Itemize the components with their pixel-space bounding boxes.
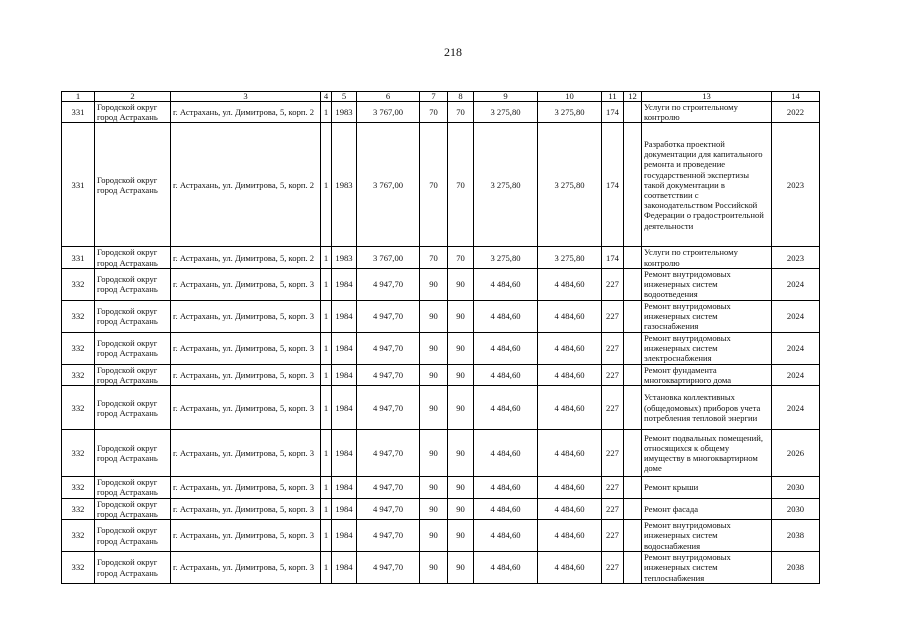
cell-area-residential: 4 484,60 [538, 520, 602, 552]
cell-num: 332 [62, 300, 95, 332]
cell-work-type: Ремонт крыши [642, 477, 772, 498]
cell-residents: 227 [602, 386, 624, 430]
cell-num: 332 [62, 498, 95, 519]
cell-planned-year: 2024 [772, 300, 820, 332]
cell-col7: 90 [420, 268, 448, 300]
cell-col8: 90 [448, 386, 474, 430]
table-row [62, 430, 820, 477]
header-cell: 8 [448, 92, 474, 102]
cell-municipality: Городской округ город Астрахань [95, 498, 171, 519]
cell-residents: 227 [602, 498, 624, 519]
cell-municipality: Городской округ город Астрахань [95, 102, 171, 123]
cell-num: 332 [62, 552, 95, 584]
cell-col8: 70 [448, 123, 474, 247]
cell-col12 [624, 123, 642, 247]
cell-year: 1984 [332, 364, 357, 385]
cell-area-total: 4 947,70 [357, 386, 420, 430]
cell-planned-year: 2038 [772, 552, 820, 584]
cell-address: г. Астрахань, ул. Димитрова, 5, корп. 3 [171, 332, 321, 364]
cell-col8: 90 [448, 552, 474, 584]
capital-repair-table [61, 91, 820, 584]
cell-year: 1984 [332, 430, 357, 477]
cell-planned-year: 2024 [772, 268, 820, 300]
cell-address: г. Астрахань, ул. Димитрова, 5, корп. 2 [171, 247, 321, 268]
cell-area-total: 4 947,70 [357, 300, 420, 332]
cell-address: г. Астрахань, ул. Димитрова, 5, корп. 3 [171, 386, 321, 430]
cell-area-total: 3 767,00 [357, 123, 420, 247]
cell-municipality: Городской округ город Астрахань [95, 247, 171, 268]
cell-col8: 90 [448, 430, 474, 477]
table-row [62, 102, 820, 123]
cell-area-living: 4 484,60 [474, 364, 538, 385]
cell-area-living: 4 484,60 [474, 430, 538, 477]
header-cell: 10 [538, 92, 602, 102]
cell-num: 332 [62, 430, 95, 477]
cell-work-type: Ремонт фасада [642, 498, 772, 519]
header-cell: 9 [474, 92, 538, 102]
cell-area-residential: 4 484,60 [538, 386, 602, 430]
cell-col7: 90 [420, 300, 448, 332]
cell-planned-year: 2030 [772, 477, 820, 498]
cell-municipality: Городской округ город Астрахань [95, 268, 171, 300]
cell-residents: 227 [602, 430, 624, 477]
table-row [62, 498, 820, 519]
cell-planned-year: 2024 [772, 386, 820, 430]
cell-municipality: Городской округ город Астрахань [95, 430, 171, 477]
cell-address: г. Астрахань, ул. Димитрова, 5, корп. 3 [171, 477, 321, 498]
cell-residents: 174 [602, 247, 624, 268]
header-cell: 13 [642, 92, 772, 102]
cell-planned-year: 2023 [772, 123, 820, 247]
cell-col4: 1 [321, 386, 332, 430]
cell-area-total: 3 767,00 [357, 247, 420, 268]
cell-col7: 90 [420, 477, 448, 498]
cell-area-living: 3 275,80 [474, 123, 538, 247]
cell-year: 1984 [332, 477, 357, 498]
cell-area-total: 3 767,00 [357, 102, 420, 123]
cell-municipality: Городской округ город Астрахань [95, 300, 171, 332]
cell-area-living: 4 484,60 [474, 300, 538, 332]
page-number: 218 [444, 45, 462, 59]
table-row [62, 477, 820, 498]
cell-area-living: 4 484,60 [474, 268, 538, 300]
cell-col12 [624, 364, 642, 385]
cell-area-living: 4 484,60 [474, 498, 538, 519]
cell-planned-year: 2030 [772, 498, 820, 519]
table-row [62, 268, 820, 300]
cell-planned-year: 2024 [772, 364, 820, 385]
cell-municipality: Городской округ город Астрахань [95, 364, 171, 385]
cell-address: г. Астрахань, ул. Димитрова, 5, корп. 3 [171, 498, 321, 519]
cell-municipality: Городской округ город Астрахань [95, 520, 171, 552]
cell-area-residential: 4 484,60 [538, 364, 602, 385]
cell-col8: 90 [448, 498, 474, 519]
cell-col12 [624, 477, 642, 498]
cell-area-living: 4 484,60 [474, 386, 538, 430]
cell-residents: 227 [602, 477, 624, 498]
cell-area-total: 4 947,70 [357, 552, 420, 584]
cell-address: г. Астрахань, ул. Димитрова, 5, корп. 2 [171, 123, 321, 247]
cell-address: г. Астрахань, ул. Димитрова, 5, корп. 3 [171, 364, 321, 385]
cell-municipality: Городской округ город Астрахань [95, 386, 171, 430]
cell-planned-year: 2023 [772, 247, 820, 268]
cell-area-residential: 3 275,80 [538, 102, 602, 123]
cell-col7: 70 [420, 247, 448, 268]
cell-address: г. Астрахань, ул. Димитрова, 5, корп. 3 [171, 300, 321, 332]
cell-col4: 1 [321, 247, 332, 268]
cell-year: 1984 [332, 498, 357, 519]
header-cell: 1 [62, 92, 95, 102]
cell-col12 [624, 386, 642, 430]
cell-area-residential: 4 484,60 [538, 268, 602, 300]
cell-col4: 1 [321, 552, 332, 584]
cell-col4: 1 [321, 520, 332, 552]
cell-num: 331 [62, 123, 95, 247]
cell-col7: 70 [420, 102, 448, 123]
header-cell: 11 [602, 92, 624, 102]
cell-area-residential: 4 484,60 [538, 477, 602, 498]
table-row [62, 552, 820, 584]
cell-col7: 90 [420, 364, 448, 385]
cell-area-living: 4 484,60 [474, 552, 538, 584]
cell-col7: 90 [420, 520, 448, 552]
cell-col8: 90 [448, 332, 474, 364]
cell-col8: 90 [448, 268, 474, 300]
cell-col12 [624, 247, 642, 268]
cell-area-residential: 4 484,60 [538, 300, 602, 332]
cell-municipality: Городской округ город Астрахань [95, 332, 171, 364]
cell-area-living: 3 275,80 [474, 102, 538, 123]
cell-work-type: Ремонт внутридомовых инженерных систем водоснабжения [642, 520, 772, 552]
cell-work-type: Услуги по строительному контролю [642, 247, 772, 268]
cell-col12 [624, 268, 642, 300]
cell-col12 [624, 332, 642, 364]
table-row [62, 386, 820, 430]
cell-work-type: Ремонт фундамента многоквартирного дома [642, 364, 772, 385]
cell-col12 [624, 552, 642, 584]
cell-address: г. Астрахань, ул. Димитрова, 5, корп. 3 [171, 268, 321, 300]
cell-num: 332 [62, 386, 95, 430]
cell-residents: 227 [602, 520, 624, 552]
cell-residents: 227 [602, 552, 624, 584]
cell-area-residential: 4 484,60 [538, 552, 602, 584]
cell-col4: 1 [321, 498, 332, 519]
cell-col8: 90 [448, 300, 474, 332]
table-row [62, 520, 820, 552]
cell-col4: 1 [321, 430, 332, 477]
cell-address: г. Астрахань, ул. Димитрова, 5, корп. 3 [171, 430, 321, 477]
cell-area-residential: 3 275,80 [538, 247, 602, 268]
cell-col4: 1 [321, 123, 332, 247]
table-row [62, 364, 820, 385]
cell-municipality: Городской округ город Астрахань [95, 477, 171, 498]
cell-planned-year: 2022 [772, 102, 820, 123]
cell-col4: 1 [321, 364, 332, 385]
cell-area-living: 4 484,60 [474, 477, 538, 498]
cell-residents: 227 [602, 364, 624, 385]
cell-work-type: Ремонт подвальных помещений, относящихся к общему имуществу в многоквартирном доме [642, 430, 772, 477]
cell-year: 1984 [332, 520, 357, 552]
cell-num: 332 [62, 520, 95, 552]
cell-col4: 1 [321, 268, 332, 300]
cell-col12 [624, 430, 642, 477]
cell-work-type: Разработка проектной документации для капитального ремонта и проведение государственной экспертизы такой документации в соответствии с законодательством Российской Федерации о градостроительной деятельности [642, 123, 772, 247]
cell-num: 332 [62, 268, 95, 300]
cell-area-total: 4 947,70 [357, 430, 420, 477]
cell-year: 1983 [332, 102, 357, 123]
cell-area-living: 4 484,60 [474, 520, 538, 552]
cell-num: 331 [62, 247, 95, 268]
cell-year: 1983 [332, 247, 357, 268]
cell-col8: 90 [448, 477, 474, 498]
cell-planned-year: 2038 [772, 520, 820, 552]
header-cell: 7 [420, 92, 448, 102]
cell-planned-year: 2024 [772, 332, 820, 364]
cell-col7: 90 [420, 552, 448, 584]
cell-num: 332 [62, 332, 95, 364]
header-cell: 3 [171, 92, 321, 102]
cell-address: г. Астрахань, ул. Димитрова, 5, корп. 3 [171, 552, 321, 584]
header-cell: 4 [321, 92, 332, 102]
cell-residents: 227 [602, 332, 624, 364]
header-cell: 12 [624, 92, 642, 102]
cell-year: 1984 [332, 386, 357, 430]
cell-col8: 70 [448, 102, 474, 123]
cell-year: 1984 [332, 300, 357, 332]
cell-residents: 227 [602, 268, 624, 300]
header-cell: 14 [772, 92, 820, 102]
cell-work-type: Ремонт внутридомовых инженерных систем теплоснабжения [642, 552, 772, 584]
cell-area-total: 4 947,70 [357, 498, 420, 519]
cell-col4: 1 [321, 477, 332, 498]
cell-area-residential: 4 484,60 [538, 332, 602, 364]
cell-address: г. Астрахань, ул. Димитрова, 5, корп. 2 [171, 102, 321, 123]
cell-col7: 90 [420, 386, 448, 430]
cell-area-total: 4 947,70 [357, 268, 420, 300]
cell-num: 332 [62, 364, 95, 385]
cell-year: 1984 [332, 552, 357, 584]
cell-work-type: Установка коллективных (общедомовых) приборов учета потребления тепловой энергии [642, 386, 772, 430]
cell-planned-year: 2026 [772, 430, 820, 477]
cell-col4: 1 [321, 332, 332, 364]
table-row [62, 247, 820, 268]
cell-work-type: Ремонт внутридомовых инженерных систем водоотведения [642, 268, 772, 300]
header-cell: 6 [357, 92, 420, 102]
header-cell: 2 [95, 92, 171, 102]
cell-area-living: 4 484,60 [474, 332, 538, 364]
cell-col8: 90 [448, 364, 474, 385]
cell-area-residential: 4 484,60 [538, 498, 602, 519]
cell-work-type: Ремонт внутридомовых инженерных систем электроснабжения [642, 332, 772, 364]
cell-area-total: 4 947,70 [357, 332, 420, 364]
cell-col7: 90 [420, 430, 448, 477]
header-cell: 5 [332, 92, 357, 102]
cell-area-living: 3 275,80 [474, 247, 538, 268]
cell-area-residential: 3 275,80 [538, 123, 602, 247]
cell-area-total: 4 947,70 [357, 477, 420, 498]
cell-col7: 90 [420, 498, 448, 519]
table-row [62, 332, 820, 364]
cell-col8: 70 [448, 247, 474, 268]
cell-year: 1983 [332, 123, 357, 247]
cell-year: 1984 [332, 332, 357, 364]
cell-col8: 90 [448, 520, 474, 552]
cell-col12 [624, 300, 642, 332]
cell-residents: 227 [602, 300, 624, 332]
cell-year: 1984 [332, 268, 357, 300]
cell-col7: 90 [420, 332, 448, 364]
cell-residents: 174 [602, 102, 624, 123]
cell-col12 [624, 520, 642, 552]
cell-area-total: 4 947,70 [357, 364, 420, 385]
cell-municipality: Городской округ город Астрахань [95, 123, 171, 247]
cell-col4: 1 [321, 300, 332, 332]
cell-work-type: Ремонт внутридомовых инженерных систем газоснабжения [642, 300, 772, 332]
table-row [62, 300, 820, 332]
cell-area-total: 4 947,70 [357, 520, 420, 552]
cell-area-residential: 4 484,60 [538, 430, 602, 477]
cell-col12 [624, 102, 642, 123]
cell-col4: 1 [321, 102, 332, 123]
header-row [62, 92, 820, 102]
cell-num: 331 [62, 102, 95, 123]
cell-municipality: Городской округ город Астрахань [95, 552, 171, 584]
cell-address: г. Астрахань, ул. Димитрова, 5, корп. 3 [171, 520, 321, 552]
cell-num: 332 [62, 477, 95, 498]
table-row [62, 123, 820, 247]
cell-work-type: Услуги по строительному контролю [642, 102, 772, 123]
cell-col7: 70 [420, 123, 448, 247]
cell-residents: 174 [602, 123, 624, 247]
cell-col12 [624, 498, 642, 519]
